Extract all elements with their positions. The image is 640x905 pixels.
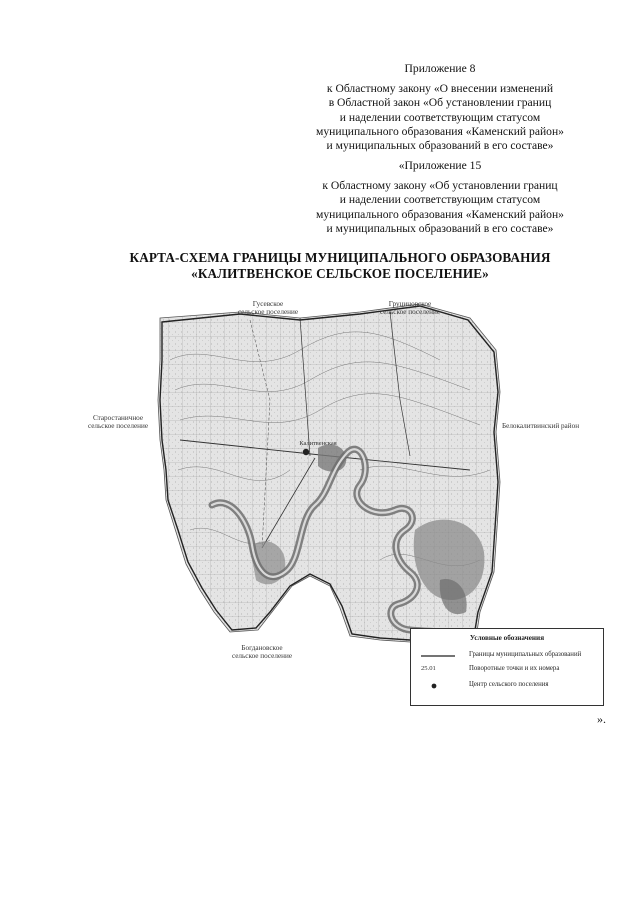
legend-item-center	[411, 680, 603, 692]
appendix-15-line: к Областному закону «Об установлении границ	[322, 179, 558, 193]
appendix-15-line: и наделении соответствующим статусом	[339, 193, 541, 207]
neighbor-label-belokalitvinsky	[502, 422, 612, 430]
appendix-8-line: и муниципальных образований в его составе»	[326, 139, 554, 153]
legend-title: Условные обозначения	[469, 634, 545, 642]
map-title-line-2: «КАЛИТВЕНСКОЕ СЕЛЬСКОЕ ПОСЕЛЕНИЕ»	[191, 266, 489, 281]
appendix-15-line: и муниципальных образований в его составе»	[326, 221, 554, 235]
appendix-8-line: и наделении соответствующим статусом	[339, 110, 541, 124]
appendix-8-line: в Областной закон «Об установлении границ	[328, 96, 552, 110]
settlement-center-marker	[303, 449, 309, 455]
neighbor-label-line: Гусевское	[252, 300, 284, 308]
legend-item-boundary	[411, 650, 603, 662]
boundary-line-icon	[421, 650, 455, 662]
map-area	[150, 300, 510, 645]
neighbor-label-bogdanovskoe	[212, 644, 312, 661]
settlement-center-icon	[421, 680, 455, 692]
map-title-line-1: КАРТА-СХЕМА ГРАНИЦЫ МУНИЦИПАЛЬНОГО ОБРАЗОВАНИЯ	[129, 250, 551, 265]
closing-mark: ».	[597, 712, 606, 726]
neighbor-label-line: Белокалитвинский район	[502, 422, 580, 430]
neighbor-label-starostanichnoe	[78, 414, 158, 431]
map-legend	[410, 628, 604, 706]
legend-item-text: Границы муниципальных образований	[469, 651, 582, 658]
neighbor-label-line: Груциновское	[388, 300, 432, 308]
neighbor-label-line: Старостаничное	[92, 414, 144, 422]
turning-point-number-icon: 25.01	[421, 665, 436, 672]
neighbor-label-line: сельское поселение	[237, 308, 299, 317]
neighbor-label-glubokinskoe	[360, 300, 460, 317]
appendix-8-line: к Областному закону «О внесении изменений	[326, 82, 554, 96]
neighbor-label-line: сельское поселение	[87, 422, 149, 431]
legend-item-turning-points	[411, 664, 603, 676]
neighbor-label-gusevskoe	[218, 300, 318, 317]
appendix-15-line: муниципального образования «Каменский район»	[316, 207, 564, 221]
neighbor-label-line: сельское поселение	[231, 652, 293, 661]
legend-item-text: Поворотные точки и их номера	[469, 665, 560, 672]
settlement-label	[288, 440, 348, 448]
appendix-8-line: Приложение 8	[404, 62, 476, 75]
appendix-15-line: «Приложение 15	[398, 159, 482, 172]
appendix-8-line: муниципального образования «Каменский район»	[316, 124, 564, 138]
neighbor-label-line: сельское поселение	[379, 308, 441, 317]
neighbor-label-line: Богдановское	[241, 644, 283, 652]
legend-item-text: Центр сельского поселения	[469, 681, 549, 688]
settlement-label-text: Калитвенская	[299, 440, 337, 447]
